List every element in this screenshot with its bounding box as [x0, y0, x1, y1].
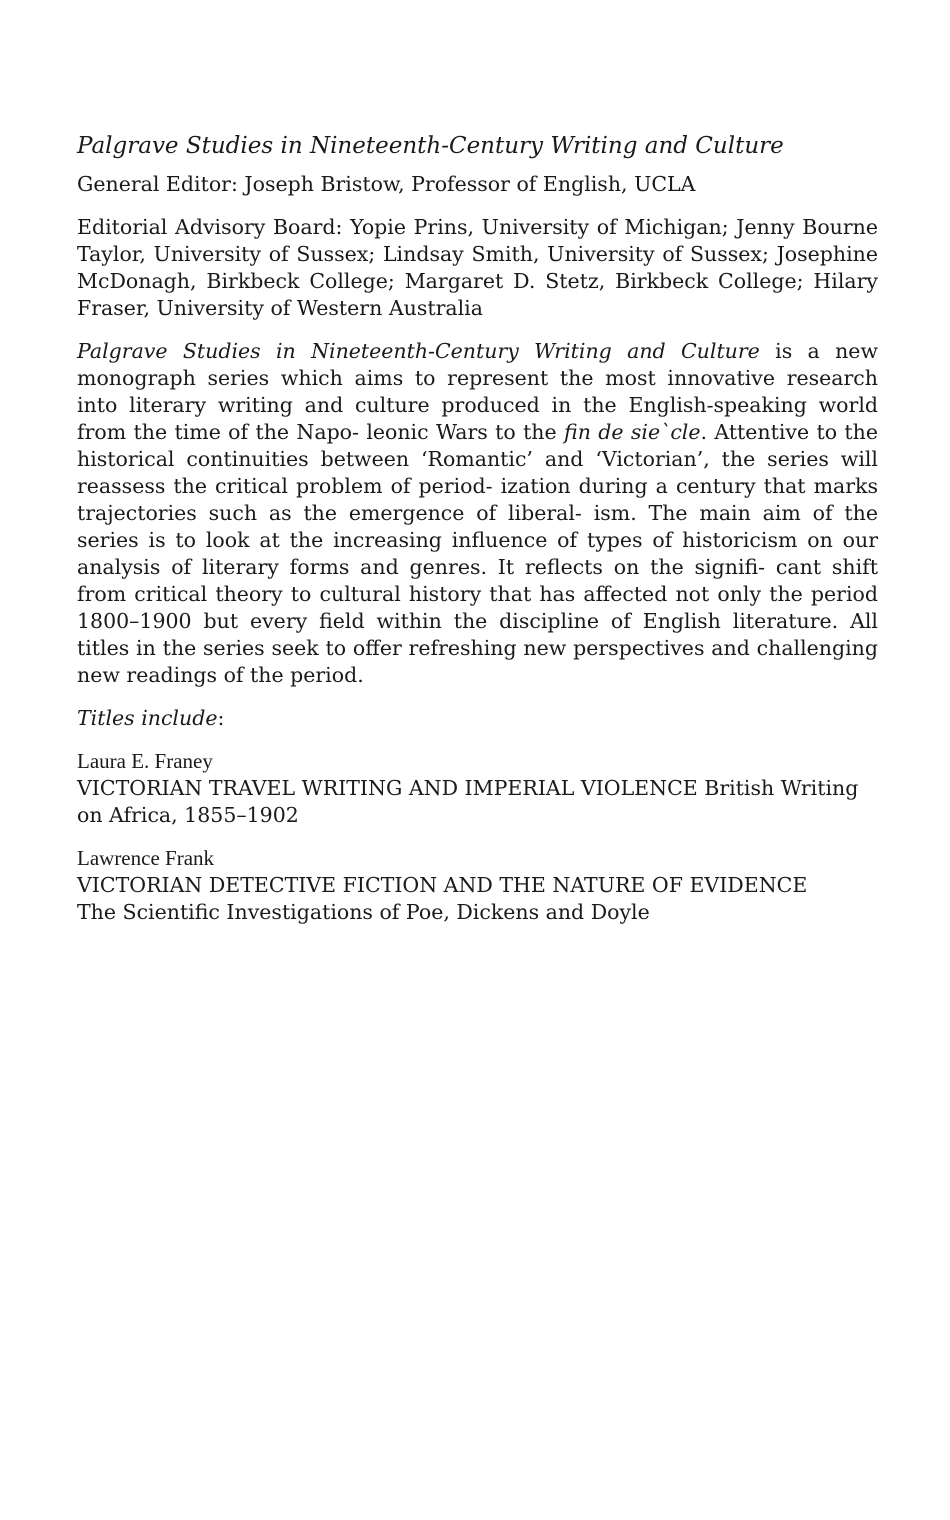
titles-include-heading [77, 705, 878, 732]
general-editor: General Editor: Joseph Bristow, Professor of English, UCLA [77, 172, 696, 196]
titles-include-colon: : [217, 706, 225, 730]
description-text-part1: is a new monograph series which aims to represent the most innovative research into literary writing and culture produced in the English-speaking world from the time of the Napo- leonic Wars to the [77, 339, 878, 444]
fin-de-siecle-italic: fin de sie`cle [564, 420, 701, 444]
editorial-advisory-board: Editorial Advisory Board: Yopie Prins, University of Michigan; Jenny Bourne Taylor, University of Sussex; Lindsay Smith, University of Sussex; Josephine McDonagh, Birkbeck College; Margaret D. Stetz, Birkbeck College; Hilary Fraser, University of Western Australia [77, 215, 878, 320]
series-name-italic: Palgrave Studies in Nineteenth-Century Writing and Culture [77, 339, 760, 363]
description-text-part2: . Attentive to the historical continuities between ‘Romantic’ and ‘Victorian’, the series will reassess the critical problem of period- ization during a century that marks trajectories such as the emergence of liberal- ism. The main aim of the series is to look at the increasing influence of types of historicism on our analysis of literary forms and genres. It reflects on the signifi- cant shift from critical theory to cultural history that has affected not only the period 1800–1900 but every field within the discipline of English literature. All titles in the series seek to offer refreshing new perspectives and challenging new readings of the period. [77, 420, 879, 687]
entry-title: VICTORIAN TRAVEL WRITING AND IMPERIAL VIOLENCE [77, 776, 698, 800]
entry-subtitle: The Scientific Investigations of Poe, Dickens and Doyle [77, 900, 650, 924]
title-entry [77, 748, 878, 829]
entry-title: VICTORIAN DETECTIVE FICTION AND THE NATURE OF EVIDENCE [77, 873, 808, 897]
title-entry [77, 845, 878, 926]
series-title: Palgrave Studies in Nineteenth-Century Writing and Culture [77, 133, 784, 159]
entry-author: Lawrence Frank [77, 846, 215, 870]
entry-title-line [77, 775, 878, 829]
entry-author: Laura E. Franey [77, 749, 213, 773]
series-description [77, 338, 878, 689]
entry-subtitle: British Writing on Africa, 1855–1902 [77, 776, 859, 827]
titles-include-label: Titles include [77, 706, 218, 730]
series-page-content [77, 131, 878, 942]
